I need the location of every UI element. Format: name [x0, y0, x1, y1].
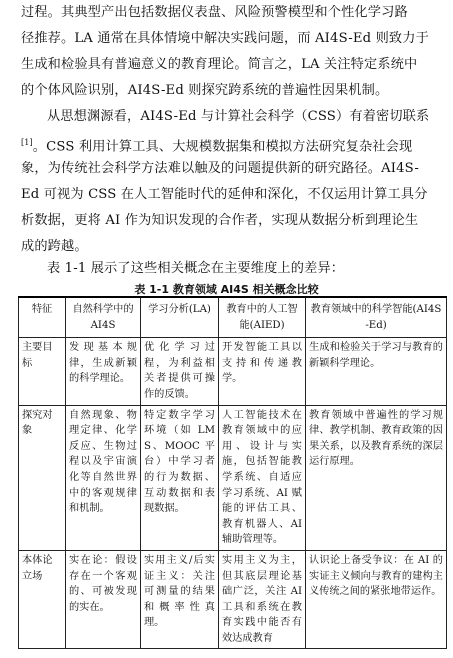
table-row — [19, 405, 447, 550]
paragraph-line: 过程。其典型产出包括数据仪表盘、风险预警模型和个性化学习路 — [21, 5, 408, 20]
table-intro: 表 1-1 展示了这些相关概念在主要维度上的差异： — [47, 261, 345, 276]
header-learning-analytics: 学习分析(LA) — [141, 297, 219, 338]
table-cell: 特定数字学习环境（如 LMS、MOOC 平台）中学习者的行为数据、互动数据和表现数据。 — [141, 405, 219, 550]
table-cell: 自然现象、物理定律、化学反应、生物过程以及宇宙演化等自然世界中的客观规律和机制。 — [66, 405, 141, 550]
header-ai4s-ed: 教育领域中的科学智能(AI4S-Ed) — [306, 297, 447, 338]
paragraph-line: Ed 可视为 CSS 在人工智能时代的延伸和深化，不仅运用计算工具分 — [21, 187, 428, 202]
citation-ref: [1] — [21, 138, 33, 147]
header-feature: 特征 — [19, 297, 66, 338]
table-caption: 表 1-1 教育领域 AI4S 相关概念比较 — [134, 283, 319, 296]
table-cell: 认识论上备受争议：在 AI 的实证主义倾向与教育的建构主义传统之间的紧张地带运作。 — [306, 550, 447, 649]
table-header-row — [19, 297, 447, 338]
row-feature-cell: 主要目标 — [19, 338, 66, 405]
paragraph-line: 析数据，更将 AI 作为知识发现的合作者，实现从数据分析到理论生 — [21, 213, 419, 228]
paragraph-line — [21, 134, 412, 156]
table-cell: 实在论：假设存在一个客观的、可被发现的实在。 — [66, 550, 141, 649]
table-row — [19, 550, 447, 649]
row-feature-cell: 本体论立场 — [19, 550, 66, 649]
table-cell: 实用主义/后实证主义：关注可测量的结果和概率性真理。 — [141, 550, 219, 649]
table-cell: 发现基本规律，生成新颖的科学理论。 — [66, 338, 141, 405]
header-ai4s-natural: 自然科学中的 AI4S — [66, 297, 141, 338]
paragraph-line: 成的跨越。 — [21, 239, 88, 254]
header-aied: 教育中的人工智能(AIED) — [219, 297, 306, 338]
table-cell: 优化学习过程，为利益相关者提供可操作的反馈。 — [141, 338, 219, 405]
table-cell: 生成和检验关于学习与教育的新颖科学理论。 — [306, 338, 447, 405]
comparison-table — [18, 296, 447, 649]
paragraph-line: 生成和检验具有普遍意义的教育理论。简言之，LA 关注特定系统中 — [21, 57, 418, 72]
row-feature-cell: 探究对象 — [19, 405, 66, 550]
table-row — [19, 338, 447, 405]
table-cell: 教育领域中普遍性的学习规律、教学机制、教育政策的因果关系，以及教育系统的深层运行原理。 — [306, 405, 447, 550]
paragraph-text: 。CSS 利用计算工具、大规模数据集和模拟方法研究复杂社会现 — [32, 139, 413, 155]
table-cell: 人工智能技术在教育领域中的应用、设计与实施，包括智能教学系统、自适应学习系统、AI 赋能的评估工具、教育机器人、AI 辅助管理等。 — [219, 405, 306, 550]
table-cell: 实用主义为主，但其底层理论基础广泛，关注 AI 工具和系统在教育实践中能否有效达成教育 — [219, 550, 306, 649]
paragraph-line: 从思想渊源看，AI4S-Ed 与计算社会科学（CSS）有着密切联系 — [47, 109, 430, 124]
paragraph-line: 的个体风险识别，AI4S-Ed 则探究跨系统的普遍性因果机制。 — [21, 83, 389, 98]
paragraph-line: 象，为传统社会科学方法难以触及的问题提供新的研究路径。AI4S- — [21, 161, 419, 176]
paragraph-line: 径推荐。LA 通常在具体情境中解决实践问题，而 AI4S-Ed 则致力于 — [21, 31, 429, 46]
table-cell: 开发智能工具以支持和传递教学。 — [219, 338, 306, 405]
